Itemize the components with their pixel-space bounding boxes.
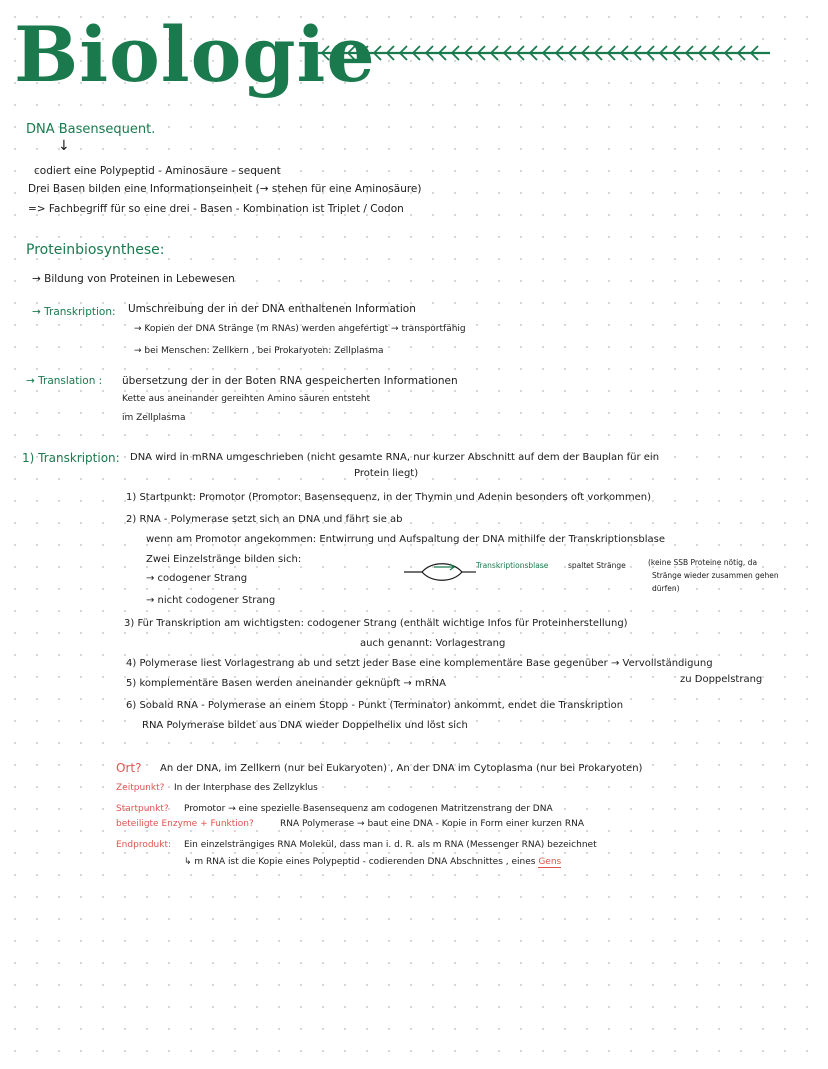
step-1: 1) Startpunkt: Promotor (Promotor: Basensequenz, in der Thymin und Adenin besonders oft vorkommen) [126,492,651,503]
blase-label: Transkriptionsblase [476,561,549,570]
dna-line-1: codiert eine Polypeptid - Aminosäure - sequent [34,165,281,177]
start-label: Startpunkt? [116,804,169,814]
transkription-intro-2: Protein liegt) [354,468,419,479]
step-2a: wenn am Promotor angekommen: Entwirrung und Aufspaltung der DNA mithilfe der Transkriptionsblase [146,534,665,545]
end-sub-text: ↳ m RNA ist die Kopie eines Polypeptid - codierenden DNA Abschnittes , eines [184,857,536,867]
ort-label: Ort? [116,761,142,775]
start-text: Promotor → eine spezielle Basensequenz am codogenen Matritzenstrang der DNA [184,804,553,814]
blase-note-2: Stränge wieder zusammen gehen [652,571,779,580]
step-5: 5) komplementäre Basen werden aneinander geknüpft → mRNA [126,678,446,689]
translation-text: übersetzung der in der Boten RNA gespeicherten Informationen [122,375,458,387]
blase-note-1: (keine SSB Proteine nötig, da [648,558,758,567]
step-2b: Zwei Einzelstränge bilden sich: [146,554,302,565]
ort-text: An der DNA, im Zellkern (nur bei Eukaryoten) , An der DNA im Cytoplasma (nur bei Prokaryoten) [160,763,643,774]
end-gen: Gens [538,857,562,867]
translation-label: → Translation : [26,375,103,387]
step-4b: zu Doppelstrang [680,674,763,685]
blase-text: spaltet Stränge [568,561,626,570]
transkription-section-label: 1) Transkription: [22,451,120,465]
dna-line-2: Drei Basen bilden eine Informationseinheit (→ stehen für eine Aminosäure) [28,183,422,195]
transkription-intro: DNA wird in mRNA umgeschrieben (nicht gesamte RNA, nur kurzer Abschnitt auf dem der Bauplan für ein [130,452,660,463]
arrow-decoration-icon [318,38,778,68]
protein-heading: Proteinbiosynthese: [26,242,165,258]
step-6b: RNA Polymerase bildet aus DNA wieder Doppelhelix und löst sich [142,720,468,731]
transkription-sub-1: → Kopien der DNA Stränge (m RNAs) werden angefertigt → transportfähig [134,324,466,334]
enzyme-label: beteiligte Enzyme + Funktion? [116,819,254,829]
end-sub [184,857,561,868]
transkription-label: → Transkription: [32,306,116,318]
zeit-text: In der Interphase des Zellzyklus [174,783,318,793]
translation-sub-1: Kette aus aneinander gereihten Amino säuren entsteht [122,394,371,404]
down-arrow-icon: ↓ [58,138,70,154]
translation-sub-2: im Zellplasma [122,413,186,423]
step-3b: auch genannt: Vorlagestrang [360,638,506,649]
dna-heading: DNA Basensequent. [26,122,156,137]
step-6: 6) Sobald RNA - Polymerase an einem Stopp - Punkt (Terminator) ankommt, endet die Transkription [126,700,624,711]
enzyme-text: RNA Polymerase → baut eine DNA - Kopie in Form einer kurzen RNA [280,819,585,829]
strand-1: → codogener Strang [146,573,248,584]
dna-line-3: => Fachbegriff für so eine drei - Basen - Kombination ist Triplet / Codon [28,203,404,215]
strand-2: → nicht codogener Strang [146,595,276,606]
zeit-label: Zeitpunkt? [116,783,165,793]
step-3: 3) Für Transkription am wichtigsten: codogener Strang (enthält wichtige Infos für Proteinherstellung) [124,618,628,629]
step-2: 2) RNA - Polymerase setzt sich an DNA und fährt sie ab [126,514,403,525]
end-text: Ein einzelsträngiges RNA Molekül, dass man i. d. R. als m RNA (Messenger RNA) bezeichnet [184,840,597,850]
transkription-sub-2: → bei Menschen: Zellkern , bei Prokaryoten: Zellplasma [134,346,384,356]
transcription-bubble-icon [404,558,478,588]
page-title: Biologie [14,10,376,99]
step-4: 4) Polymerase liest Vorlagestrang ab und setzt jeder Base eine komplementäre Base gegenüber → Vervollständigung [126,658,713,669]
transkription-text: Umschreibung der in der DNA enthaltenen Information [128,303,416,315]
end-label: Endprodukt: [116,840,172,850]
blase-note-3: dürfen) [652,584,680,593]
protein-line-1: → Bildung von Proteinen in Lebewesen [32,273,235,285]
